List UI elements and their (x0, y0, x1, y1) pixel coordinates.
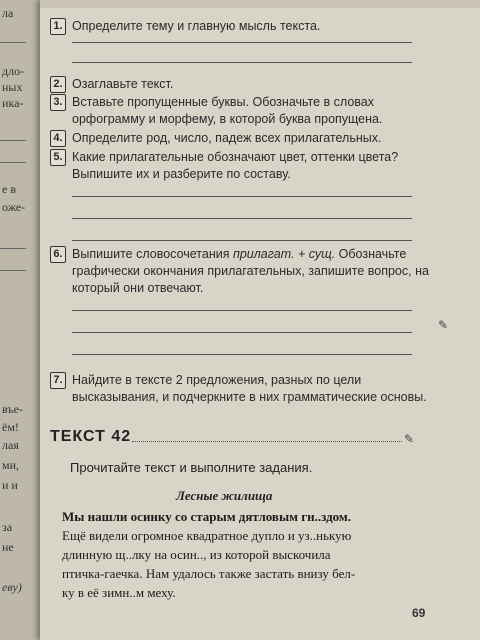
task-text: Вставьте пропущенные буквы. Обозначьте в словах орфограмму и морфему, в которой буква пропущена. (72, 95, 383, 126)
task-text: Выпишите словосочетания прилагат. + сущ. Обозначьте графически окончания прилагательных, запишите вопрос, на который они отвечают. (72, 247, 429, 295)
answer-line[interactable] (72, 218, 412, 219)
answer-line[interactable] (72, 62, 412, 63)
answer-line[interactable] (72, 240, 412, 241)
task-number-box: 6. (50, 246, 66, 263)
left-rule (0, 248, 26, 249)
left-fragment: е в (2, 182, 16, 196)
task-number-box: 3. (50, 94, 66, 111)
task-text: Какие прилагательные обозначают цвет, оттенки цвета? Выпишите их и разберите по составу. (72, 150, 399, 181)
task-number-box: 5. (50, 149, 66, 166)
left-rule (0, 270, 26, 271)
left-fragment: дло- (2, 64, 25, 78)
italic-term: прилагат. + сущ. (232, 247, 336, 261)
left-rule (0, 42, 26, 43)
instruction: Прочитайте текст и выполните задания. (70, 460, 313, 475)
left-fragment: ных (2, 80, 23, 94)
answer-line[interactable] (72, 196, 412, 197)
answer-line[interactable] (72, 42, 412, 43)
pencil-icon: ✎ (404, 432, 415, 446)
page-top-shadow (40, 0, 480, 8)
workbook-page (40, 0, 480, 640)
passage-line: длинную щ..лку на осин.., из которой выскочила (62, 547, 331, 562)
left-fragment: за (2, 520, 13, 534)
previous-page-edge (0, 0, 40, 640)
passage-text (62, 507, 424, 602)
left-rule (0, 140, 26, 141)
task-text: Озаглавьте текст. (72, 77, 174, 91)
left-fragment: и и (2, 478, 18, 492)
task-number-box: 1. (50, 18, 66, 35)
left-fragment: ика- (2, 96, 24, 110)
left-fragment: оже- (2, 200, 26, 214)
left-fragment: въе- (2, 402, 23, 416)
answer-line[interactable] (72, 310, 412, 311)
answer-line[interactable] (72, 354, 412, 355)
task-number-box: 2. (50, 76, 66, 93)
passage-line: Мы нашли осинку со старым дятловым гн..здом. (62, 509, 352, 524)
left-fragment: еву) (2, 580, 22, 594)
left-fragment: ём! (2, 420, 19, 434)
task-number-box: 4. (50, 130, 66, 147)
task-number-box: 7. (50, 372, 66, 389)
passage-line: Ещё видели огромное квадратное дупло и уз..нькую (62, 528, 352, 543)
passage-line: птичка-гаечка. Нам удалось также застать внизу бел- (62, 566, 356, 581)
task-text: Определите тему и главную мысль текста. (72, 19, 321, 33)
text-heading: ТЕКСТ 42 (50, 428, 132, 445)
heading-dotted-rule (132, 441, 402, 442)
pencil-icon: ✎ (438, 318, 449, 332)
task-text: Найдите в тексте 2 предложения, разных по цели высказывания, и подчеркните в них грамматические основы. (72, 373, 427, 404)
left-fragment: ми, (2, 458, 20, 472)
passage-title: Лесные жилища (176, 488, 273, 503)
task-text: Определите род, число, падеж всех прилагательных. (72, 131, 382, 145)
page-number: 69 (412, 606, 426, 620)
left-rule (0, 162, 26, 163)
left-fragment: не (2, 540, 14, 554)
answer-line[interactable] (72, 332, 412, 333)
left-fragment: лая (2, 438, 19, 452)
passage-line: ку в её зимн..м меху. (62, 585, 176, 600)
left-fragment: ла (2, 6, 14, 20)
